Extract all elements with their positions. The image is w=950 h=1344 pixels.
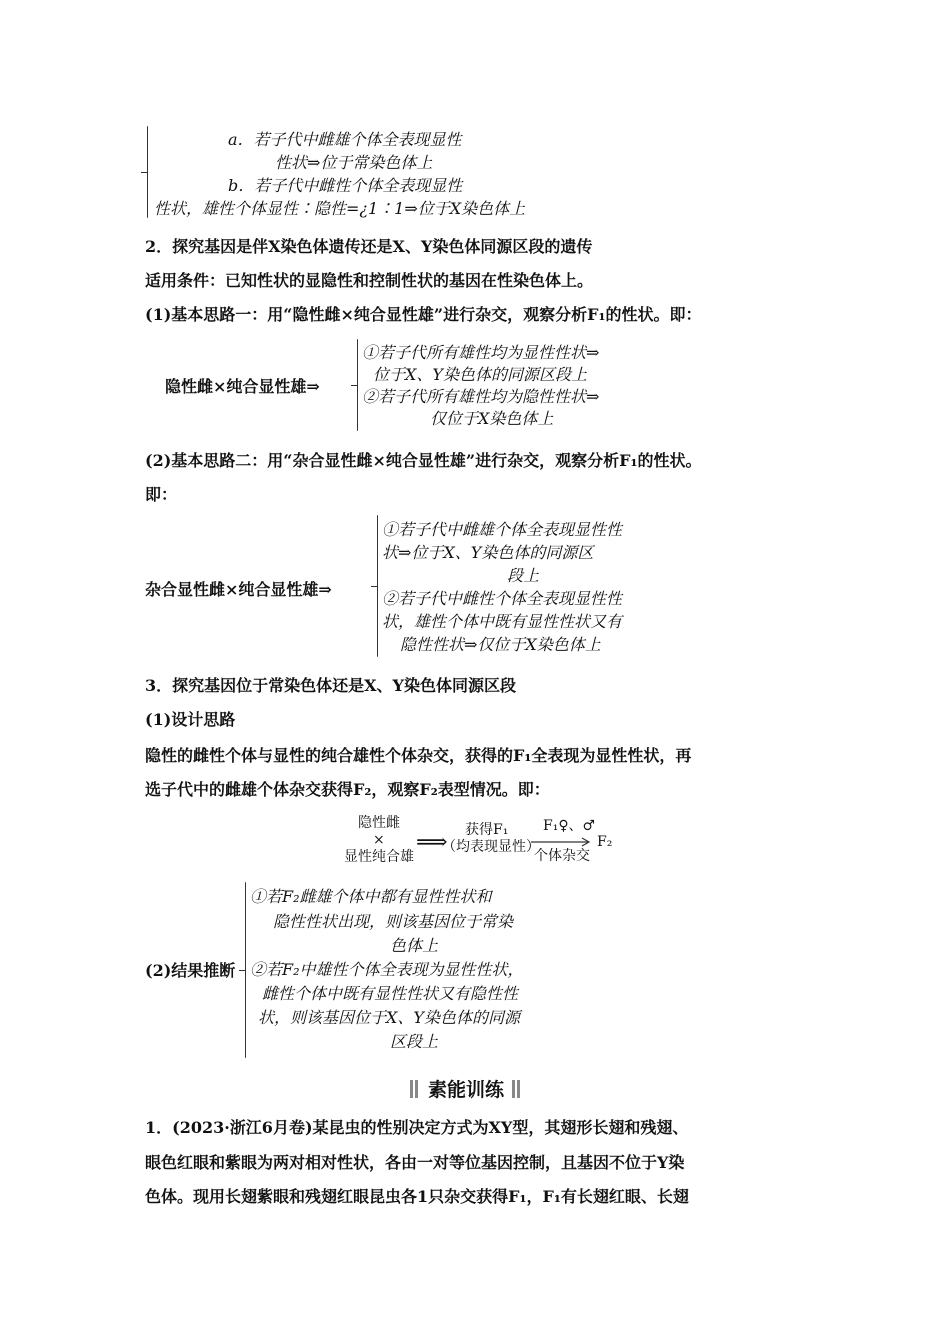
cross-2-label: 杂合显性雌×纯合显性雄⇒ [145,580,332,599]
item-a-line1: a．若子代中雌雄个体全表现显性 [228,130,462,149]
right-bars-icon [512,1080,522,1098]
question-line: 色体。现用长翅紫眼和残翅红眼昆虫各1只杂交获得F₁，F₁有长翅红眼、长翅 [145,1187,689,1206]
cross1-result-line: 仅位于X染色体上 [430,409,554,428]
design-paragraph-1: 隐性的雌性个体与显性的纯合雄性个体杂交，获得的F₁全表现为显性性状，再 [145,746,692,765]
cross2-result-line: 状⇒位于X、Y染色体的同源区 [382,543,594,562]
section-3-title: 3．探究基因位于常染色体还是X、Y染色体同源区段 [145,676,516,695]
design-paragraph-2: 选子代中的雌雄个体杂交获得F₂，观察F₂表型情况。即： [145,780,550,799]
cross1-result-line: ①若子代所有雄性均为显性性状⇒ [362,343,600,362]
cross1-result-line: ②若子代所有雄性均为隐性性状⇒ [362,387,600,406]
diagram-cross-symbol: × [373,832,385,848]
question-line: 1．(2023·浙江6月卷)某昆虫的性别决定方式为XY型，其翅形长翅和残翅、 [145,1118,689,1137]
diagram-obtain-f1: 获得F₁ [465,822,509,838]
cross1-result-line: 位于X、Y染色体的同源区段上 [373,365,587,384]
section-2-title: 2．探究基因是伴X染色体遗传还是X、Y染色体同源区段的遗传 [145,237,593,256]
result-line: 隐性性状出现，则该基因位于常染 [273,912,514,931]
diagram-f2: F₂ [597,834,613,850]
cross2-result-line: 段上 [507,566,540,585]
arrow-icon [530,836,592,848]
result-label: (2)结果推断 [145,961,236,980]
result-line: 状，则该基因位于X、Y染色体的同源 [258,1008,520,1027]
diagram-f1-parents: F₁♀、♂ [543,818,596,834]
cross2-result-line: ②若子代中雌性个体全表现显性性 [382,589,623,608]
right-brace [377,515,378,657]
cross2-result-line: 状，雄性个体中既有显性性状又有 [382,612,623,631]
cross2-result-line: ①若子代中雌雄个体全表现显性性 [382,520,623,539]
result-line: ①若F₂雌雄个体中都有显性性状和 [250,887,492,906]
cross-1-label: 隐性雌×纯合显性雄⇒ [165,377,320,396]
diagram-dominant-male: 显性纯合雄 [344,849,414,865]
idea-2-text: (2)基本思路二：用“杂合显性雌×纯合显性雄”进行杂交，观察分析F₁的性状。 [145,451,702,470]
idea-1-text: (1)基本思路一：用“隐性雌×纯合显性雄”进行杂交，观察分析F₁的性状。即： [145,305,702,324]
idea-2-cont: 即： [145,485,178,504]
diagram-individual-cross: 个体杂交 [534,848,590,864]
item-b-line1: b．若子代中雌性个体全表现显性 [228,176,463,195]
question-line: 眼色红眼和紫眼为两对相对性状，各由一对等位基因控制，且基因不位于Y染 [145,1153,685,1172]
double-arrow-icon: ⟹ [416,830,448,855]
result-line: 色体上 [390,936,439,955]
design-heading: (1)设计思路 [145,710,236,729]
right-brace [245,882,246,1058]
condition-text: 适用条件：已知性状的显隐性和控制性状的基因在性染色体上。 [145,271,594,290]
diagram-recessive-female: 隐性雌 [358,815,400,831]
item-b-line2: 性状，雄性个体显性∶隐性=¿1∶1⇒位于X染色体上 [154,199,526,218]
result-line: ②若F₂中雄性个体全表现为显性性状， [250,960,524,979]
item-a-line2: 性状⇒位于常染色体上 [275,153,433,172]
cross2-result-line: 隐性性状⇒仅位于X染色体上 [400,635,601,654]
diagram-all-dominant: （均表现显性） [442,839,540,855]
left-brace [147,126,148,218]
training-header [410,1075,522,1102]
result-line: 区段上 [390,1032,439,1051]
result-line: 雌性个体中既有显性性状又有隐性性 [262,984,519,1003]
left-bars-icon [410,1080,420,1098]
training-title: 素能训练 [428,1079,505,1101]
right-brace [357,339,358,431]
